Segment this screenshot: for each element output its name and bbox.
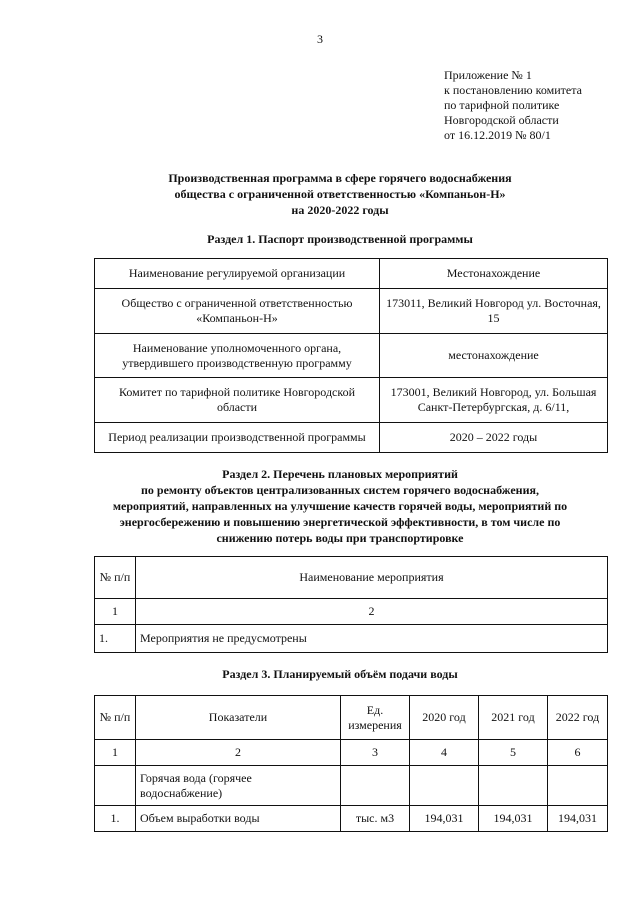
table-header-cell: № п/п <box>95 557 136 599</box>
table-header-cell: 2021 год <box>479 696 548 740</box>
title-line: Производственная программа в сфере горячего водоснабжения <box>168 171 512 185</box>
table-cell: 6 <box>548 740 608 766</box>
section3-title: Раздел 3. Планируемый объём подачи воды <box>222 667 458 681</box>
table-cell <box>548 766 608 806</box>
table-cell: Общество с ограниченной ответственностью «Компаньон-Н» <box>95 289 380 334</box>
section2-title <box>40 466 640 546</box>
table-cell: тыс. м3 <box>341 806 410 832</box>
table-header-cell: Ед. измерения <box>341 696 410 740</box>
table-row <box>95 625 608 653</box>
table-row <box>95 378 608 423</box>
appendix-line: Приложение № 1 <box>444 68 532 82</box>
table-cell: 3 <box>341 740 410 766</box>
table-cell: Наименование регулируемой организации <box>95 259 380 289</box>
table-cell <box>95 766 136 806</box>
table-cell: 194,031 <box>479 806 548 832</box>
table-cell <box>479 766 548 806</box>
table-cell: 173001, Великий Новгород, ул. Большая Санкт-Петербургская, д. 6/11, <box>380 378 608 423</box>
table-cell: 194,031 <box>548 806 608 832</box>
table-row <box>95 259 608 289</box>
table-cell: местонахождение <box>380 334 608 378</box>
table-cell: Комитет по тарифной политике Новгородской области <box>95 378 380 423</box>
appendix-line: Новгородской области <box>444 113 559 127</box>
table-cell: Наименование уполномоченного органа, утвердившего производственную программу <box>95 334 380 378</box>
table-cell: 194,031 <box>410 806 479 832</box>
document-title <box>40 170 640 218</box>
appendix-line: к постановлению комитета <box>444 83 582 97</box>
table-row <box>95 766 608 806</box>
passport-table <box>94 258 608 453</box>
appendix-line: по тарифной политике <box>444 98 560 112</box>
table-cell: 1. <box>95 806 136 832</box>
title-line: общества с ограниченной ответственностью «Компаньон-Н» <box>174 187 506 201</box>
table-cell: 1. <box>95 625 136 653</box>
table-row <box>95 334 608 378</box>
page-number: 3 <box>317 32 323 46</box>
table-cell: 2 <box>136 740 341 766</box>
table-cell <box>410 766 479 806</box>
table-header-cell: 2022 год <box>548 696 608 740</box>
table-header-cell: Наименование мероприятия <box>136 557 608 599</box>
table-row <box>95 806 608 832</box>
table-cell: 1 <box>95 599 136 625</box>
section1-title: Раздел 1. Паспорт производственной программы <box>207 232 473 246</box>
section2-title-line: мероприятий, направленных на улучшение качеств горячей воды, мероприятий по <box>112 499 568 513</box>
table-cell: Местонахождение <box>380 259 608 289</box>
table-cell: 2020 – 2022 годы <box>380 423 608 453</box>
table-cell: 4 <box>410 740 479 766</box>
table-row <box>95 423 608 453</box>
appendix-line: от 16.12.2019 № 80/1 <box>444 128 551 142</box>
section2-title-line: Раздел 2. Перечень плановых мероприятий <box>222 467 458 481</box>
table-row <box>95 599 608 625</box>
table-row <box>95 740 608 766</box>
section2-title-line: энергосбережению и повышению энергетической эффективности, в том числе по <box>119 515 561 529</box>
section2-title-line: снижению потерь воды при транспортировке <box>216 531 464 545</box>
table-row <box>95 696 608 740</box>
table-cell: 2 <box>136 599 608 625</box>
table-cell: 5 <box>479 740 548 766</box>
table-cell: Мероприятия не предусмотрены <box>136 625 608 653</box>
table-header-cell: 2020 год <box>410 696 479 740</box>
appendix-block <box>444 68 582 143</box>
table-row <box>95 557 608 599</box>
volume-table <box>94 695 608 832</box>
table-cell: Объем выработки воды <box>136 806 341 832</box>
title-line: на 2020-2022 годы <box>291 203 389 217</box>
table-row <box>95 289 608 334</box>
table-cell: Горячая вода (горячее водоснабжение) <box>136 766 341 806</box>
table-cell: Период реализации производственной программы <box>95 423 380 453</box>
table-cell: 173011, Великий Новгород ул. Восточная, 15 <box>380 289 608 334</box>
table-header-cell: Показатели <box>136 696 341 740</box>
table-cell <box>341 766 410 806</box>
measures-table <box>94 556 608 653</box>
section2-title-line: по ремонту объектов централизованных систем горячего водоснабжения, <box>141 483 539 497</box>
table-header-cell: № п/п <box>95 696 136 740</box>
table-cell: 1 <box>95 740 136 766</box>
